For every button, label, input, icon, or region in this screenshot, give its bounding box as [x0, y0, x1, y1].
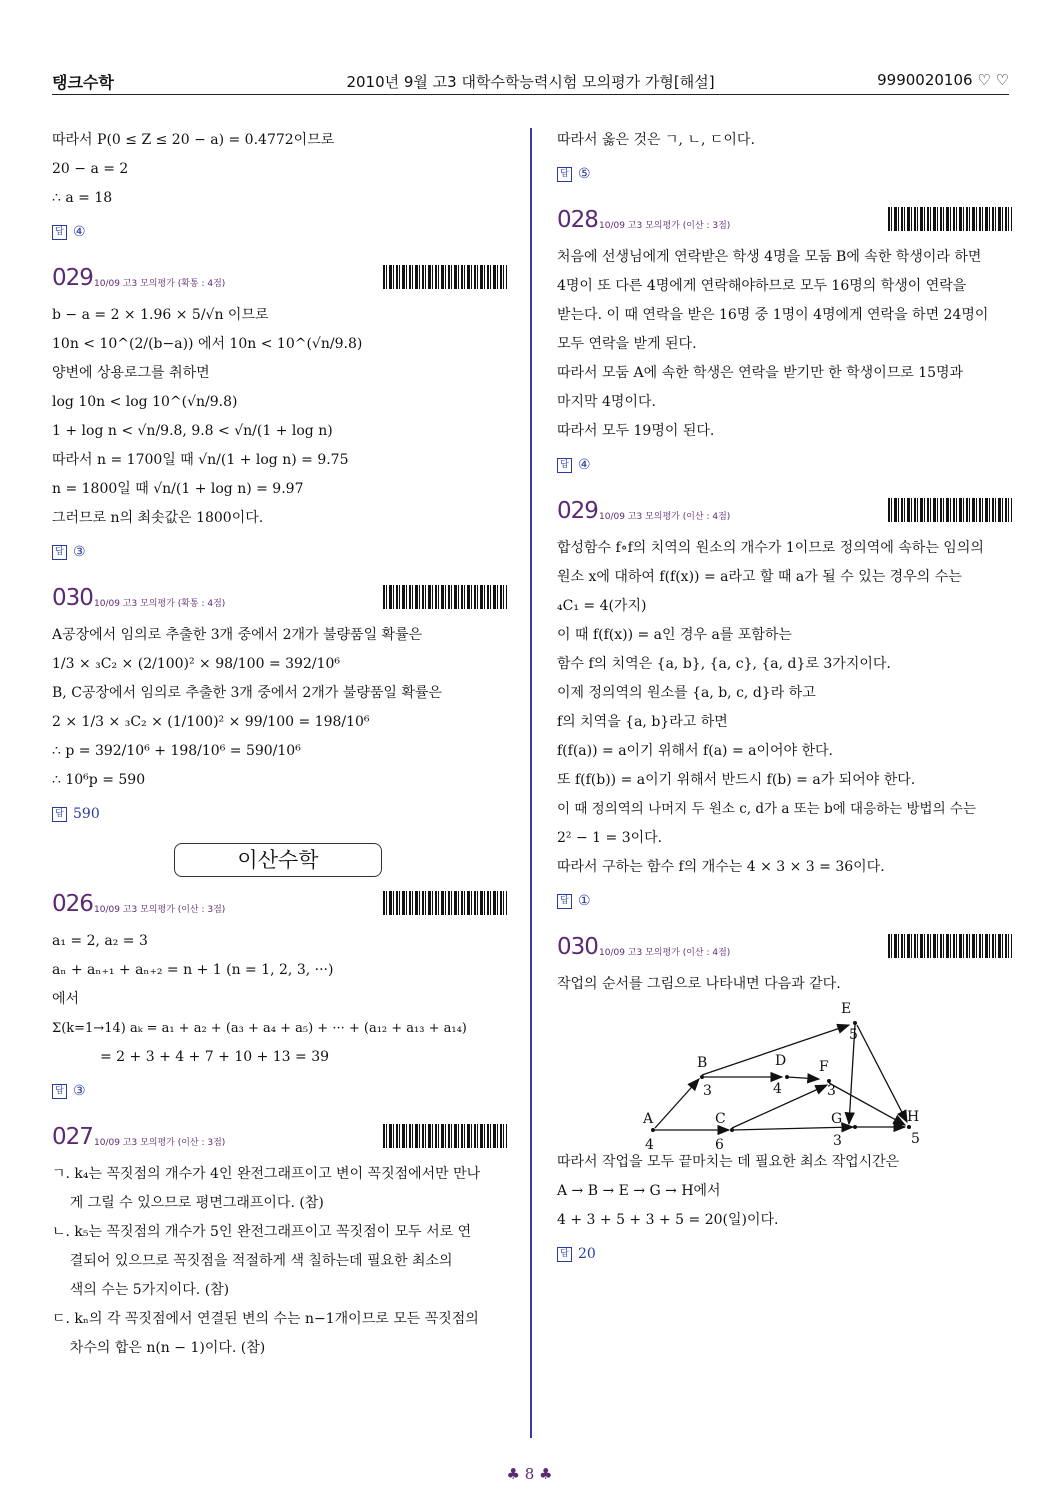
text-line: 따라서 모둠 A에 속한 학생은 연락을 받기만 한 학생이므로 15명과: [557, 365, 964, 381]
text-line: 그러므로 n의 최솟값은 1800이다.: [52, 510, 264, 526]
problem-source: 10/09 고3 모의평가 (이산 : 3점): [94, 1138, 226, 1148]
problem-number: 029: [52, 265, 93, 291]
barcode-icon: [383, 891, 507, 915]
text-line: = 2 + 3 + 4 + 7 + 10 + 13 = 39: [100, 1049, 330, 1065]
answer-value: ⑤: [578, 166, 591, 182]
barcode-icon: [383, 265, 507, 289]
node-weight: 6: [715, 1137, 724, 1153]
text-line: ∴ a = 18: [52, 190, 113, 206]
text-line: 합성함수 f∘f의 치역의 원소의 개수가 1이므로 정의역에 속하는 임의의: [557, 540, 984, 556]
text-line: A → B → E → G → H에서: [557, 1183, 721, 1199]
text-line: Σ(k=1→14) aₖ = a₁ + a₂ + (a₃ + a₄ + a₅) + ··· + (a₁₂ + a₁₃ + a₁₄): [52, 1021, 467, 1036]
edge-a-b: [655, 1079, 699, 1128]
text-line: ㄷ. kₙ의 각 꼭짓점에서 연결된 변의 수는 n−1개이므로 모든 꼭짓점의: [52, 1311, 479, 1327]
node-weight: 5: [849, 1027, 858, 1043]
barcode-icon: [888, 498, 1012, 522]
text-line: 작업의 순서를 그림으로 나타내면 다음과 같다.: [557, 976, 841, 992]
problem-header: [557, 203, 1012, 243]
problem-source: 10/09 고3 모의평가 (확통 : 4점): [94, 599, 226, 609]
text-line: 따라서 구하는 함수 f의 개수는 4 × 3 × 3 = 36이다.: [557, 859, 885, 875]
node-h-dot: [907, 1125, 911, 1129]
text-line: 따라서 작업을 모두 끝마치는 데 필요한 최소 작업시간은: [557, 1154, 900, 1170]
answer-icon: 답: [557, 167, 572, 182]
problem-source: 10/09 고3 모의평가 (이산 : 4점): [599, 948, 731, 958]
answer-icon: 답: [557, 458, 572, 473]
answer-line: [52, 221, 507, 243]
text-line: 색의 수는 5가지이다. (참): [52, 1282, 230, 1298]
answer-icon: 답: [52, 807, 67, 822]
text-line: 10n < 10^(2/(b−a)) 에서 10n < 10^(√n/9.8): [52, 336, 363, 352]
text-line: ∴ 10⁶p = 590: [52, 772, 146, 788]
answer-value: ③: [73, 1083, 86, 1099]
header-title: 2010년 9월 고3 대학수학능력시험 모의평가 가형[해설]: [346, 73, 715, 91]
problem-header: [52, 1120, 507, 1160]
text-line: 4명이 또 다른 4명에게 연락해야하므로 모두 16명의 학생이 연락을: [557, 278, 967, 294]
problem-source: 10/09 고3 모의평가 (이산 : 4점): [599, 512, 731, 522]
answer-line: [52, 541, 507, 563]
text-line: 따라서 모두 19명이 된다.: [557, 423, 715, 439]
node-g-dot: [853, 1125, 857, 1129]
node-weight: 3: [833, 1133, 842, 1149]
text-line: 게 그릴 수 있으므로 평면그래프이다. (참): [52, 1195, 324, 1211]
text-line: 또 f(f(b)) = a이기 위해서 반드시 f(b) = a가 되어야 한다.: [557, 772, 916, 788]
text-line: 따라서 n = 1700일 때 √n/(1 + log n) = 9.75: [52, 452, 349, 468]
edge-d-f: [787, 1077, 819, 1079]
text-line: aₙ + aₙ₊₁ + aₙ₊₂ = n + 1 (n = 1, 2, 3, ···): [52, 962, 334, 978]
answer-value: 590: [73, 806, 100, 822]
text-line: 1 + log n < √n/9.8, 9.8 < √n/(1 + log n): [52, 423, 333, 439]
node-c-dot: [730, 1128, 734, 1132]
node-d-dot: [785, 1075, 789, 1079]
problem-number: 030: [52, 585, 93, 611]
text-line: 1/3 × ₃C₂ × (2/100)² × 98/100 = 392/10⁶: [52, 656, 340, 672]
text-line: 이 때 정의역의 나머지 두 원소 c, d가 a 또는 b에 대응하는 방법의 수는: [557, 801, 976, 817]
column-divider: [530, 128, 532, 1438]
node-weight: 5: [911, 1131, 920, 1147]
text-line: n = 1800일 때 √n/(1 + log n) = 9.97: [52, 481, 304, 497]
answer-icon: 답: [52, 545, 67, 560]
node-weight: 4: [773, 1081, 782, 1097]
answer-icon: 답: [557, 894, 572, 909]
text-line: 마지막 4명이다.: [557, 394, 656, 410]
problem-number: 030: [557, 934, 598, 960]
node-a-dot: [651, 1128, 655, 1132]
node-label: F: [819, 1059, 829, 1075]
text-line: b − a = 2 × 1.96 × 5/√n 이므로: [52, 307, 269, 323]
problem-source: 10/09 고3 모의평가 (이산 : 3점): [599, 221, 731, 231]
barcode-icon: [888, 207, 1012, 231]
text-line: 받는다. 이 때 연락을 받은 16명 중 1명이 4명에게 연락을 하면 24명이: [557, 307, 989, 323]
left-column: [52, 126, 507, 1363]
header-code: 9990020106 ♡ ♡: [877, 71, 1009, 89]
problem-header: [52, 261, 507, 301]
text-line: a₁ = 2, a₂ = 3: [52, 933, 148, 949]
text-line: 함수 f의 치역은 {a, b}, {a, c}, {a, d}로 3가지이다.: [557, 656, 891, 672]
node-label: B: [697, 1055, 708, 1071]
header-brand: 탱크수학: [52, 73, 114, 92]
text-line: 처음에 선생님에게 연락받은 학생 4명을 모둠 B에 속한 학생이라 하면: [557, 249, 982, 265]
answer-line: [557, 454, 1012, 476]
text-line: 이 때 f(f(x)) = a인 경우 a를 포함하는: [557, 627, 792, 643]
answer-value: ④: [578, 457, 591, 473]
text-line: 모두 연락을 받게 된다.: [557, 336, 697, 352]
edge-e-h: [857, 1025, 907, 1122]
section-title: 이산수학: [174, 843, 382, 877]
text-line: 이제 정의역의 원소를 {a, b, c, d}라 하고: [557, 685, 816, 701]
node-label: E: [841, 1001, 852, 1017]
answer-line: [52, 1080, 507, 1102]
problem-source: 10/09 고3 모의평가 (확통 : 4점): [94, 279, 226, 289]
text-line: 차수의 합은 n(n − 1)이다. (참): [52, 1340, 266, 1356]
text-line: 4 + 3 + 5 + 3 + 5 = 20(일)이다.: [557, 1212, 779, 1228]
barcode-icon: [383, 585, 507, 609]
node-label: G: [831, 1111, 843, 1127]
text-line: 20 − a = 2: [52, 161, 129, 177]
node-e-dot: [853, 1021, 857, 1025]
text-line: B, C공장에서 임의로 추출한 3개 중에서 2개가 불량품일 확률은: [52, 685, 442, 701]
answer-line: [557, 163, 1012, 185]
node-label: H: [907, 1109, 920, 1125]
text-line: 따라서 옳은 것은 ㄱ, ㄴ, ㄷ이다.: [557, 132, 755, 148]
answer-icon: 답: [52, 225, 67, 240]
node-weight: 3: [703, 1083, 712, 1099]
answer-value: ④: [73, 224, 86, 240]
problem-number: 027: [52, 1124, 93, 1150]
answer-line: [557, 1243, 1012, 1265]
problem-header: [557, 494, 1012, 534]
text-line: ㄱ. k₄는 꼭짓점의 개수가 4인 완전그래프이고 변이 꼭짓점에서만 만나: [52, 1166, 481, 1182]
task-graph-edges: [557, 1003, 1012, 1148]
problem-header: [52, 887, 507, 927]
edge-c-g: [732, 1127, 853, 1130]
node-weight: 4: [645, 1137, 654, 1153]
answer-value: ①: [578, 893, 591, 909]
barcode-icon: [383, 1124, 507, 1148]
problem-number: 028: [557, 207, 598, 233]
problem-number: 026: [52, 891, 93, 917]
answer-icon: 답: [557, 1247, 572, 1262]
answer-line: [557, 890, 1012, 912]
answer-line: [52, 803, 507, 825]
answer-icon: 답: [52, 1084, 67, 1099]
text-line: f(f(a)) = a이기 위해서 f(a) = a이어야 한다.: [557, 743, 834, 759]
right-column: [557, 126, 1012, 1283]
text-line: log 10n < log 10^(√n/9.8): [52, 394, 238, 410]
task-graph-diagram: [557, 1001, 1012, 1153]
problem-number: 029: [557, 498, 598, 524]
text-line: 원소 x에 대하여 f(f(x)) = a라고 할 때 a가 될 수 있는 경우의 수는: [557, 569, 962, 585]
node-label: A: [643, 1111, 654, 1127]
node-label: C: [715, 1111, 726, 1127]
barcode-icon: [888, 934, 1012, 958]
text-line: ㄴ. k₅는 꼭짓점의 개수가 5인 완전그래프이고 꼭짓점이 모두 서로 연: [52, 1224, 472, 1240]
text-line: 에서: [52, 991, 80, 1007]
node-weight: 3: [827, 1083, 836, 1099]
page-header: [52, 70, 1009, 95]
text-line: A공장에서 임의로 추출한 3개 중에서 2개가 불량품일 확률은: [52, 627, 423, 643]
text-line: 양변에 상용로그를 취하면: [52, 365, 210, 381]
answer-value: ③: [73, 544, 86, 560]
text-line: 따라서 P(0 ≤ Z ≤ 20 − a) = 0.4772이므로: [52, 132, 335, 148]
problem-header: [52, 581, 507, 621]
text-line: ∴ p = 392/10⁶ + 198/10⁶ = 590/10⁶: [52, 743, 301, 759]
page-footer: ♣ 8 ♣: [506, 1465, 553, 1483]
node-label: D: [775, 1053, 787, 1069]
answer-value: 20: [578, 1246, 596, 1262]
problem-header: [557, 930, 1012, 970]
text-line: ₄C₁ = 4(가지): [557, 598, 647, 614]
node-b-dot: [700, 1075, 704, 1079]
text-line: 2 × 1/3 × ₃C₂ × (1/100)² × 99/100 = 198/10⁶: [52, 714, 370, 730]
text-line: 결되어 있으므로 꼭짓점을 적절하게 색 칠하는데 필요한 최소의: [52, 1253, 453, 1269]
problem-source: 10/09 고3 모의평가 (이산 : 3점): [94, 905, 226, 915]
text-line: 2² − 1 = 3이다.: [557, 830, 663, 846]
text-line: f의 치역을 {a, b}라고 하면: [557, 714, 728, 730]
